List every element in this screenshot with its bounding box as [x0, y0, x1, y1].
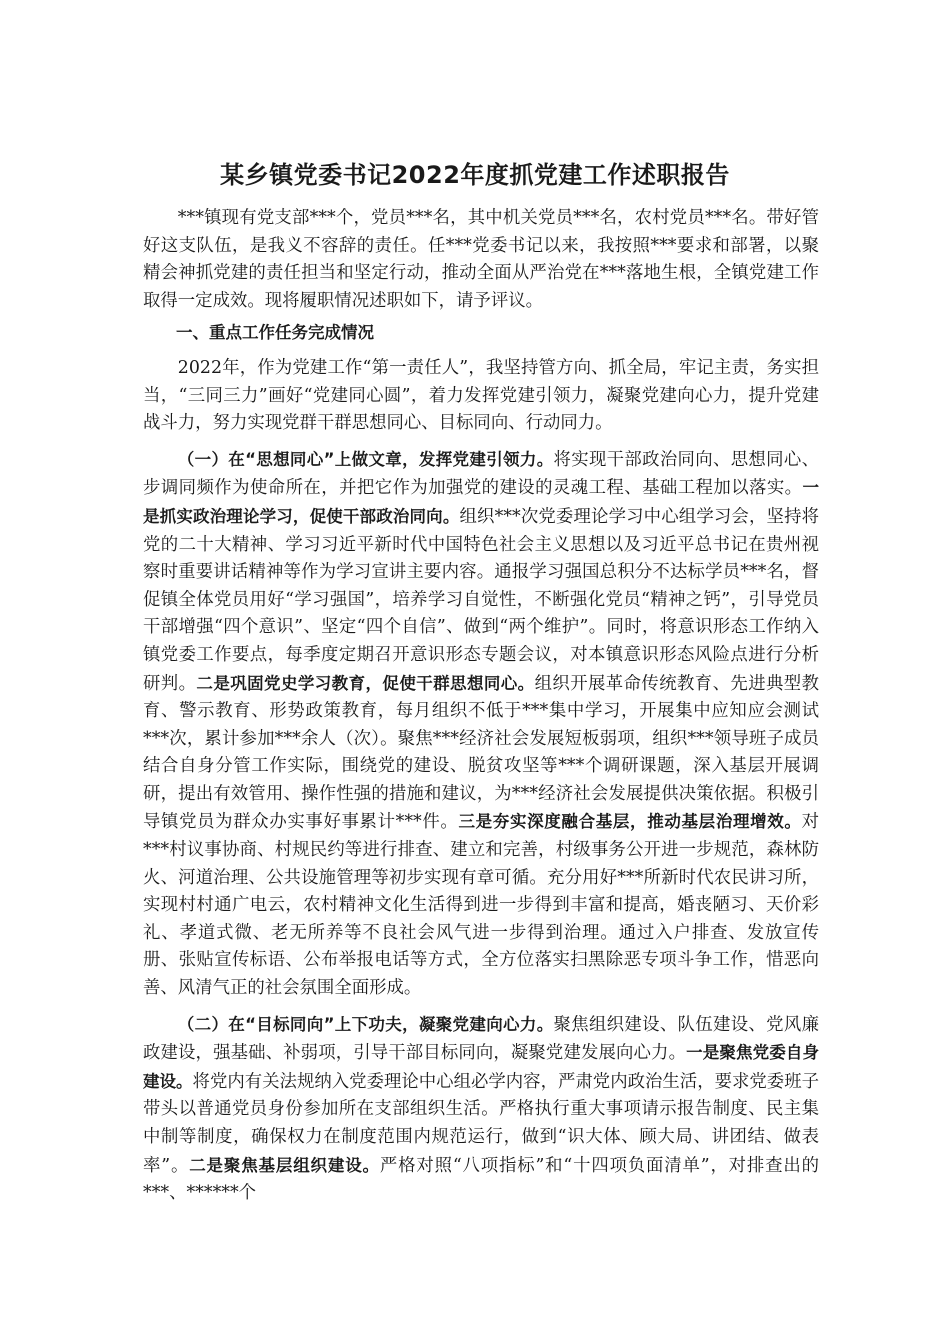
- paragraph-text: 聚焦组织建设、队伍建设、党风廉政建设，强基础、补弱项，引导干部目标同向，凝聚党建发展向心力。: [143, 1014, 819, 1064]
- paragraph-text: 将党内有关法规纳入党委理论中心组必学内容，严肃党内政治生活，要求党委班子带头以普通党员身份参加所在支部组织生活。严格执行重大事项请示报告制度、民主集中制等制度，确保权力在制度范围内规范运行，做到“识大体、顾大局、讲团结、做表率”。: [143, 1071, 820, 1176]
- paragraph-text: 对***村议事协商、村规民约等进行排查、建立和完善，村级事务公开进一步规范，森林防火、河道治理、公共设施管理等初步实现有章可循。充分用好***所新时代农民讲习所，实现村村通广电云，农村精神文化生活得到进一步得到丰富和提高，婚丧陋习、天价彩礼、孝道式微、老无所养等不良社会风气进一步得到治理。通过入户排查、发放宣传册、张贴宣传标语、公布举报电话等方式，全方位落实扫黑除恶专项斗争工作，惜恶向善、风清气正的社会氛围全面形成。: [143, 812, 819, 999]
- point-heading: 一是抓实政治理论学习，促使干部政治同向。: [143, 478, 819, 526]
- paragraph-thought-unity: [143, 446, 819, 1003]
- document-body: [143, 205, 819, 1216]
- point-heading: 三是夯实深度融合基层，推动基层治理增效。: [458, 812, 802, 832]
- paragraph-lead: （二）在“目标同向”上下功夫，凝聚党建向心力。: [177, 1014, 554, 1034]
- intro-paragraph: ***镇现有党支部***个，党员***名，其中机关党员***名，农村党员***名。带好管好这支队伍，是我义不容辞的责任。任***党委书记以来，我按照***要求和部署，以聚精会神抓党建的责任担当和坚定行动，推动全面从严治党在***落地生根，全镇党建工作取得一定成效。现将履职情况述职如下，请予评议。: [143, 208, 819, 311]
- point-heading: 二是巩固党史学习教育，促使干群思想同心。: [196, 673, 535, 693]
- paragraph-text: 组织***次党委理论学习中心组学习会，坚持将党的二十大精神、学习习近平新时代中国特色社会主义思想以及习近平总书记在贵州视察时重要讲话精神等作为学习宣讲主要内容。通报学习强国总积分不达标学员***名，督促镇全体党员用好“学习强国”，培养学习自觉性，不断强化党员“精神之钙”，引导党员干部增强“四个意识”、坚定“四个自信”、做到“两个维护”。同时，将意识形态工作纳入镇党委工作要点，每季度定期召开意识形态专题会议，对本镇意识形态风险点进行分析研判。: [143, 506, 820, 694]
- paragraph-text: 将实现干部政治同向、思想同心、步调同频作为使命所在，并把它作为加强党的建设的灵魂工程、基础工程加以落实。: [143, 449, 819, 499]
- paragraph-text: 组织开展革命传统教育、先进典型教育、警示教育、形势政策教育，每月组织不低于***集中学习，开展集中应知应会测试***次，累计参加***余人（次）。聚焦***经济社会发展短板弱项，组织***领导班子成员结合自身分管工作实际，围绕党的建设、脱贫攻坚等***个调研课题，深入基层开展调研，提出有效管用、操作性强的措施和建议，为***经济社会发展提供决策依据。积极引导镇党员为群众办实事好事累计***件。: [143, 673, 819, 833]
- paragraph-text: 严格对照“八项指标”和“十四项负面清单”，对排查出的***、******个: [143, 1155, 819, 1204]
- point-heading: 一是聚焦党委自身建设。: [143, 1043, 819, 1091]
- paragraph-goal-alignment: [143, 1011, 819, 1208]
- paragraph-lead: （一）在“思想同心”上做文章，发挥党建引领力。: [177, 449, 554, 469]
- document-title: 某乡镇党委书记2022年度抓党建工作述职报告: [220, 161, 730, 189]
- point-heading: 二是聚焦基层组织建设。: [189, 1155, 380, 1175]
- section-heading: 一、重点工作任务完成情况: [176, 323, 374, 343]
- section-intro-paragraph: 2022年，作为党建工作“第一责任人”，我坚持管方向、抓全局，牢记主责，务实担当，“三同三力”画好“党建同心圆”，着力发挥党建引领力，凝聚党建向心力，提升党建战斗力，努力实现党群干群思想同心、目标同向、行动同力。: [143, 357, 819, 434]
